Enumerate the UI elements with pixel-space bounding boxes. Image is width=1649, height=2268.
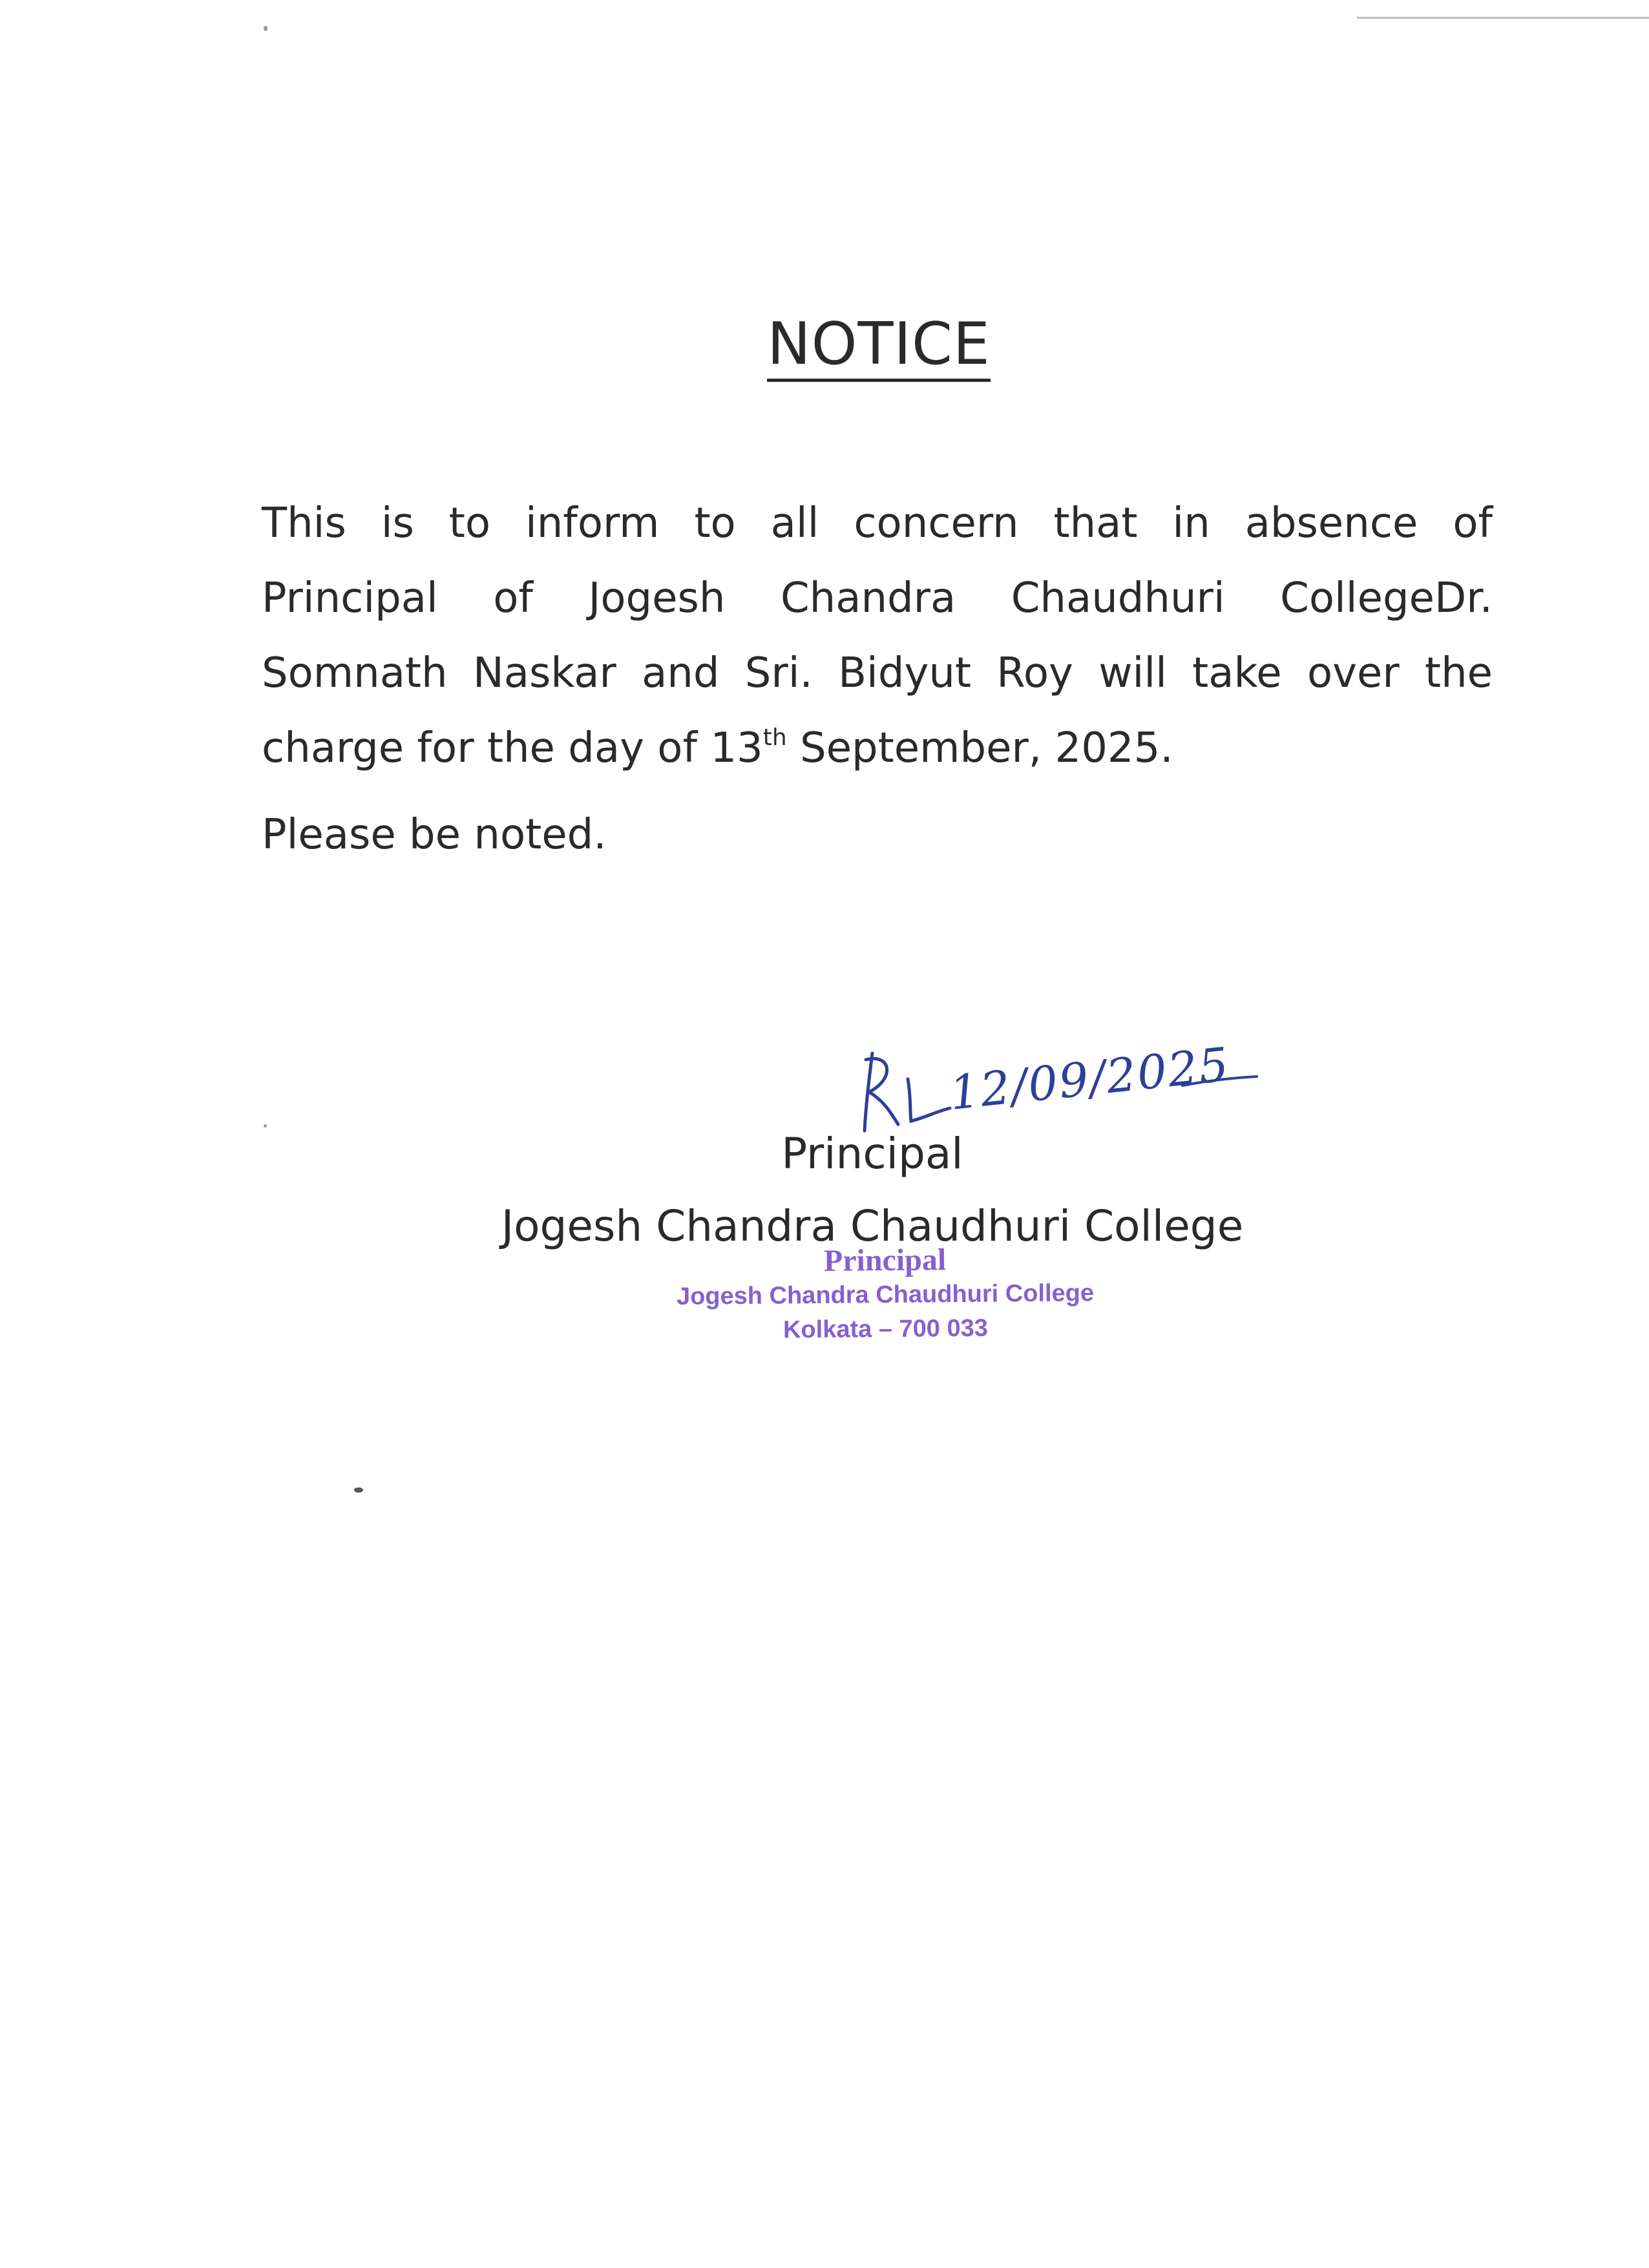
stamp-designation: Principal (823, 1243, 947, 1278)
body-line: Somnath Naskar and Sri. Bidyut Roy will take over the (262, 649, 1493, 697)
notice-title (0, 310, 1649, 382)
body-line: This is to inform to all concern that in absence of (262, 499, 1493, 547)
handwritten-date: 12/09/2025 (947, 1036, 1232, 1120)
closing-remark: Please be noted. (262, 811, 607, 859)
scan-speck (354, 1487, 363, 1493)
signatory-institution: Jogesh Chandra Chaudhuri College (501, 1201, 1244, 1251)
body-line: Principal of Jogesh Chandra Chaudhuri CollegeDr. (262, 574, 1493, 622)
date-ordinal-suffix: th (762, 724, 787, 751)
body-line-last (262, 711, 1493, 786)
signatory-designation: Principal (781, 1129, 963, 1179)
body-last-suffix: September, 2025. (786, 724, 1173, 772)
official-stamp (639, 1242, 1131, 1349)
body-last-prefix: charge for the day of 13 (262, 724, 763, 772)
stamp-address: Kolkata – 700 033 (782, 1314, 989, 1344)
signatory-block (452, 1118, 1292, 1263)
notice-title-text: NOTICE (767, 312, 990, 382)
scan-speck (264, 1124, 267, 1128)
scan-speck (264, 26, 268, 31)
stamp-institution: Jogesh Chandra Chaudhuri College (676, 1279, 1095, 1310)
notice-body (262, 486, 1493, 786)
scan-edge-line (1357, 17, 1649, 19)
